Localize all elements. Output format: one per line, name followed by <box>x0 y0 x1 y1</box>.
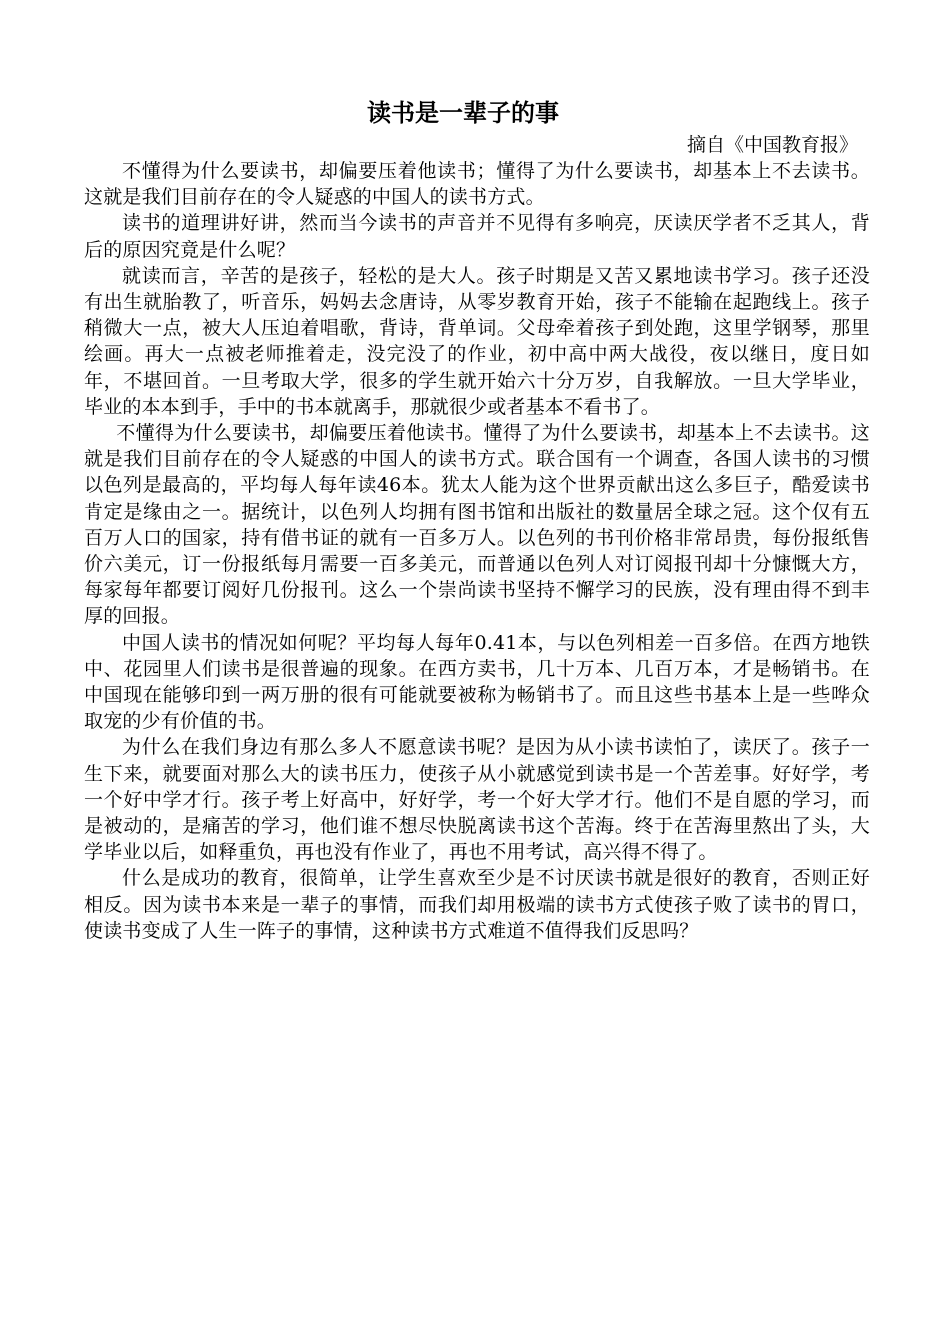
paragraph-5: 中国人读书的情况如何呢？平均每人每年0.41本，与以色列相差一百多倍。在西方地铁中、花园里人们读书是很普遍的现象。在西方卖书，几十万本、几百万本，才是畅销书。在中国现在能够印到一两万册的很有可能就要被称为畅销书了。而且这些书基本上是一些哗众取宠的少有价值的书。 <box>84 631 870 733</box>
paragraph-6: 为什么在我们身边有那么多人不愿意读书呢？是因为从小读书读怕了，读厌了。孩子一生下来，就要面对那么大的读书压力，使孩子从小就感觉到读书是一个苦差事。好好学，考一个好中学才行。孩子考上好高中，好好学，考一个好大学才行。他们不是自愿的学习，而是被动的，是痛苦的学习，他们谁不想尽快脱离读书这个苦海。终于在苦海里熬出了头，大学毕业以后，如释重负，再也没有作业了，再也不用考试，高兴得不得了。 <box>84 736 870 864</box>
paragraph-7: 什么是成功的教育，很简单，让学生喜欢至少是不讨厌读书就是很好的教育，否则正好相反。因为读书本来是一辈子的事情，而我们却用极端的读书方式使孩子败了读书的胃口，使读书变成了人生一阵子的事情，这种读书方式难道不值得我们反思吗？ <box>84 867 870 942</box>
paragraph-4: 不懂得为什么要读书，却偏要压着他读书。懂得了为什么要读书，却基本上不去读书。这就是我们目前存在的令人疑惑的中国人的读书方式。联合国有一个调查，各国人读书的习惯以色列是最高的，平均每人每年读46本。犹太人能为这个世界贡献出这么多巨子，酷爱读书肯定是缘由之一。据统计，以色列人均拥有图书馆和出版社的数量居全球之冠。这个仅有五百万人口的国家，持有借书证的就有一百多万人。以色列的书刊价格非常昂贵，每份报纸售价六美元，订一份报纸每月需要一百多美元，而普通以色列人对订阅报刊却十分慷慨大方，每家每年都要订阅好几份报刊。这么一个崇尚读书坚持不懈学习的民族，没有理由得不到丰厚的回报。 <box>84 422 870 628</box>
paragraph-1: 不懂得为什么要读书，却偏要压着他读书；懂得了为什么要读书，却基本上不去读书。这就是我们目前存在的令人疑惑的中国人的读书方式。 <box>84 160 870 209</box>
paragraph-3: 就读而言，辛苦的是孩子，轻松的是大人。孩子时期是又苦又累地读书学习。孩子还没有出生就胎教了，听音乐，妈妈去念唐诗，从零岁教育开始，孩子不能输在起跑线上。孩子稍微大一点，被大人压迫着唱歌，背诗，背单词。父母牵着孩子到处跑，这里学钢琴，那里绘画。再大一点被老师推着走，没完没了的作业，初中高中两大战役，夜以继日，度日如年，不堪回首。一旦考取大学，很多的学生就开始六十分万岁，自我解放。一旦大学毕业，毕业的本本到手，手中的书本就离手，那就很少或者基本不看书了。 <box>84 264 870 418</box>
document-title: 读书是一辈子的事 <box>367 99 559 127</box>
document-source: 摘自《中国教育报》 <box>686 134 858 156</box>
document-page <box>84 94 870 944</box>
paragraph-2: 读书的道理讲好讲，然而当今读书的声音并不见得有多响亮，厌读厌学者不乏其人，背后的原因究竟是什么呢？ <box>84 212 870 261</box>
